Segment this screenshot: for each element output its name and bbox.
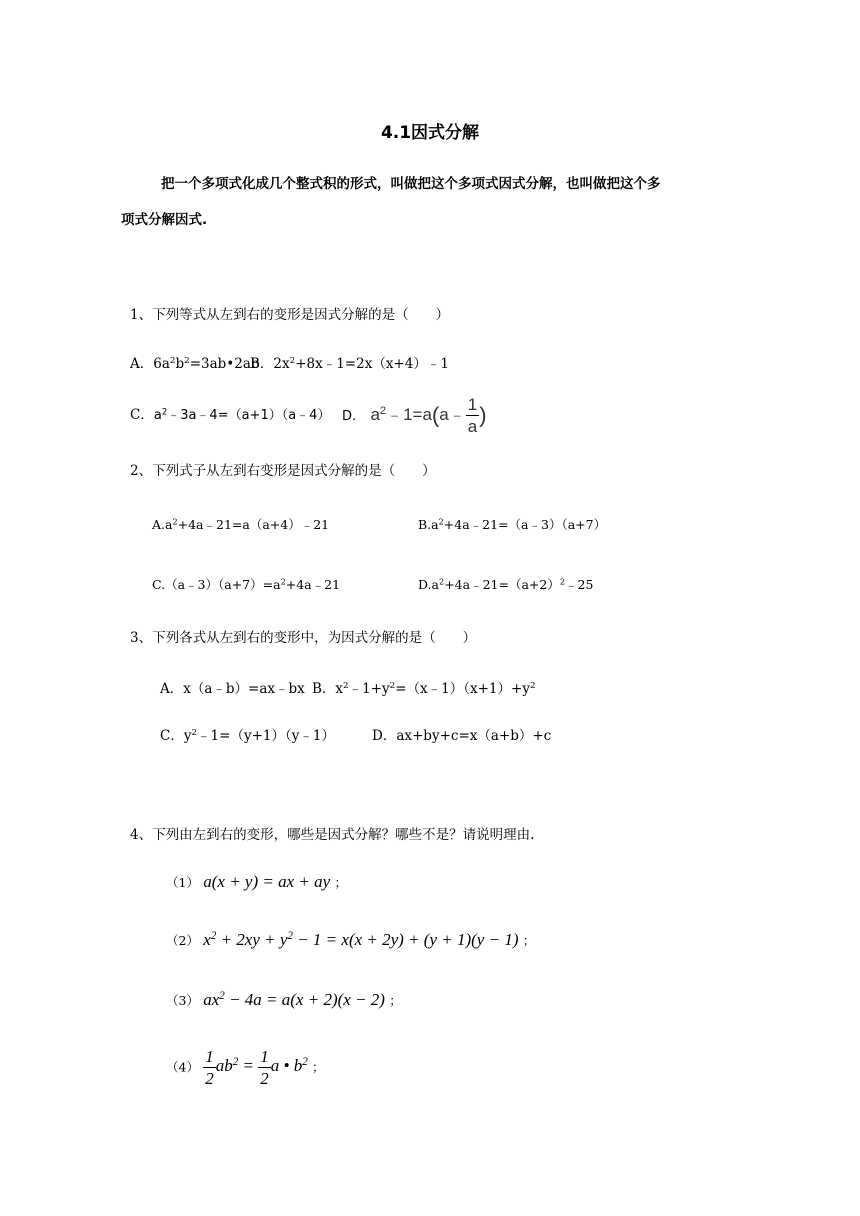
q3-option-d: D．ax+by+c=x（a+b）+c [372, 728, 552, 744]
definition-line-2: 项式分解因式. [121, 212, 208, 228]
q3-option-a: A．x（a﹣b）=ax﹣bx [160, 681, 305, 697]
q3-stem: 3、下列各式从左到右的变形中，为因式分解的是（ ） [130, 630, 477, 646]
q3-option-c: C．$y^2﹣1=(y+1)(y﹣1)$ [160, 728, 335, 744]
q1-option-b: B．$2x^2+8x﹣1=2x(x+4)﹣1$ [250, 356, 449, 372]
q1-stem: 1、下列等式从左到右的变形是因式分解的是（ ） [130, 307, 450, 323]
q4-item-2: （2） $x^2 + 2xy + y^2 - 1 = x(x + 2y) + (y + 1)(y - 1)$ ； [166, 929, 536, 949]
q4-item-4: （4） $\frac{1}{2}$ $ab^2$ = $\frac{1}{2}$ a • $b^2$ ； [166, 1047, 325, 1088]
q2-option-d: $D.a^2+4a﹣21=(a+2)^2﹣25$ [418, 576, 594, 592]
q1-option-c: C．$a^2﹣3a﹣4=(a+1)(a﹣4)$ [130, 406, 331, 423]
q4-stem: 4、下列由左到右的变形，哪些是因式分解？哪些不是？请说明理由. [130, 827, 535, 843]
q2-stem: 2、下列式子从左到右变形是因式分解的是（ ） [130, 463, 436, 479]
q1-option-d: D. $a^2﹣1=a(a﹣$ $\frac{1}{a}$ ) [342, 395, 487, 436]
q4-item-1: （1） a(x + y) = ax + ay ； [166, 872, 347, 891]
q2-option-b: $B.a^2+4a﹣21=(a﹣3)(a+7)$ [418, 516, 607, 532]
q1-option-a: A．$6a^2b^2=3ab•2ab$ [130, 356, 260, 372]
q2-option-a: $A.a^2+4a﹣21=a(a+4)﹣21$ [152, 516, 330, 532]
q4-item-3: （3） $ax^2 - 4a = a(x + 2)(x - 2)$ ； [166, 989, 402, 1009]
definition-line-1: 把一个多项式化成几个整式积的形式，叫做把这个多项式因式分解，也叫做把这个多 [161, 176, 661, 192]
page-title: 4.1因式分解 [380, 123, 480, 143]
q3-option-b: B．$x^2﹣1+y^2=(x﹣1)(x+1)+y^2$ [312, 681, 536, 697]
q2-option-c: $C.(a﹣3)(a+7)=a^2+4a﹣21$ [152, 576, 341, 592]
